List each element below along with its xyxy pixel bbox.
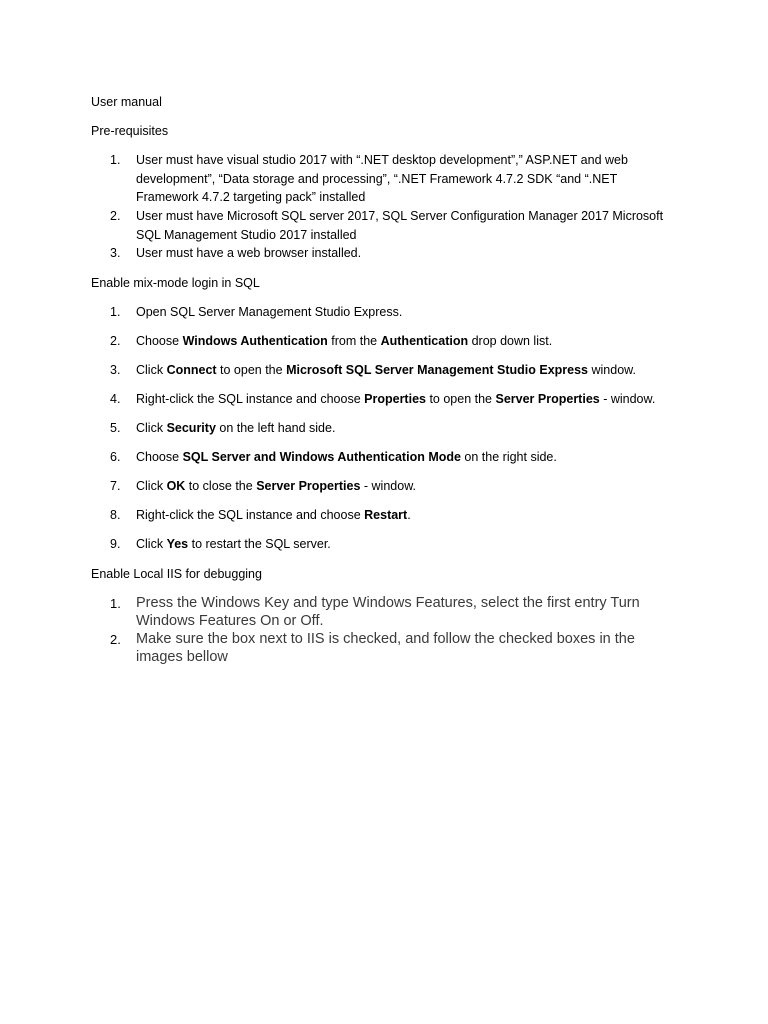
list-line: Windows Features On or Off.: [136, 613, 324, 629]
list-text: [136, 390, 676, 409]
iis-heading: Enable Local IIS for debugging: [91, 567, 262, 581]
step-text: window.: [588, 363, 636, 377]
step-bold-text: Connect: [166, 363, 217, 377]
step-bold-text: Security: [166, 421, 216, 435]
list-number: 8.: [110, 508, 121, 522]
step-text: - window.: [599, 392, 656, 406]
step-text: Choose: [136, 450, 183, 464]
list-line: Framework 4.7.2 targeting pack” installed: [136, 190, 366, 204]
list-line: User must have a web browser installed.: [136, 246, 362, 260]
step-text: to open the: [216, 363, 287, 377]
list-number: 4.: [110, 392, 121, 406]
list-number: 5.: [110, 421, 121, 435]
list-text: [136, 207, 676, 244]
step-text: Open SQL Server Management Studio Express.: [136, 305, 403, 319]
list-text: [136, 448, 676, 467]
list-line: User must have visual studio 2017 with “.NET desktop development”,” ASP.NET and web: [136, 153, 628, 167]
prerequisites-heading: Pre-requisites: [91, 124, 169, 138]
list-text: [136, 303, 676, 322]
step-text: Right-click the SQL instance and choose: [136, 392, 365, 406]
list-text: [136, 419, 676, 438]
list-number: 1.: [110, 153, 121, 167]
step-text: from the: [327, 334, 381, 348]
step-bold-text: Restart: [364, 508, 408, 522]
mixmode-heading: Enable mix-mode login in SQL: [91, 276, 260, 290]
list-number: 2.: [110, 209, 121, 223]
list-number: 3.: [110, 363, 121, 377]
step-text: Click: [136, 421, 167, 435]
list-text: [136, 244, 676, 263]
list-text: [136, 506, 676, 525]
list-text: [136, 535, 676, 554]
step-text: Click: [136, 479, 167, 493]
list-text: [136, 477, 676, 496]
document-title: User manual: [91, 95, 162, 109]
step-text: to close the: [185, 479, 257, 493]
step-text: on the right side.: [460, 450, 557, 464]
list-number: 2.: [110, 632, 121, 647]
list-line: development”, “Data storage and processing”, “.NET Framework 4.7.2 SDK “and “.NET: [136, 171, 618, 186]
step-bold-text: SQL Server and Windows Authentication Mode: [182, 450, 461, 464]
step-text: drop down list.: [468, 334, 553, 348]
step-text: on the left hand side.: [215, 421, 336, 435]
step-text: .: [407, 508, 411, 522]
step-bold-text: Yes: [166, 537, 189, 551]
step-bold-text: Microsoft SQL Server Management Studio Express: [286, 363, 589, 377]
list-text: [136, 332, 676, 351]
list-text: [136, 151, 676, 207]
list-number: 9.: [110, 537, 121, 551]
list-text: [136, 630, 676, 666]
step-text: Click: [136, 363, 167, 377]
list-line: Press the Windows Key and type Windows Features, select the first entry Turn: [136, 595, 640, 611]
list-text: [136, 361, 676, 380]
list-line: images bellow: [136, 649, 228, 665]
list-line: Make sure the box next to IIS is checked, and follow the checked boxes in the: [136, 631, 635, 647]
step-text: to restart the SQL server.: [188, 537, 331, 551]
step-text: Choose: [136, 334, 183, 348]
list-number: 7.: [110, 479, 121, 493]
list-line: SQL Management Studio 2017 installed: [136, 227, 357, 242]
list-number: 1.: [110, 596, 121, 611]
list-text: [136, 594, 676, 630]
step-bold-text: Server Properties: [495, 392, 600, 406]
step-bold-text: Server Properties: [256, 479, 361, 493]
list-number: 2.: [110, 334, 121, 348]
step-bold-text: Authentication: [380, 334, 469, 348]
list-number: 3.: [110, 246, 121, 260]
step-text: to open the: [425, 392, 496, 406]
list-line: User must have Microsoft SQL server 2017, SQL Server Configuration Manager 2017 Microsoft: [136, 209, 664, 223]
step-bold-text: OK: [166, 479, 186, 493]
step-text: Right-click the SQL instance and choose: [136, 508, 365, 522]
step-bold-text: Windows Authentication: [182, 334, 328, 348]
list-number: 1.: [110, 305, 121, 319]
step-text: Click: [136, 537, 167, 551]
step-text: - window.: [360, 479, 417, 493]
step-bold-text: Properties: [364, 392, 426, 406]
list-number: 6.: [110, 450, 121, 464]
